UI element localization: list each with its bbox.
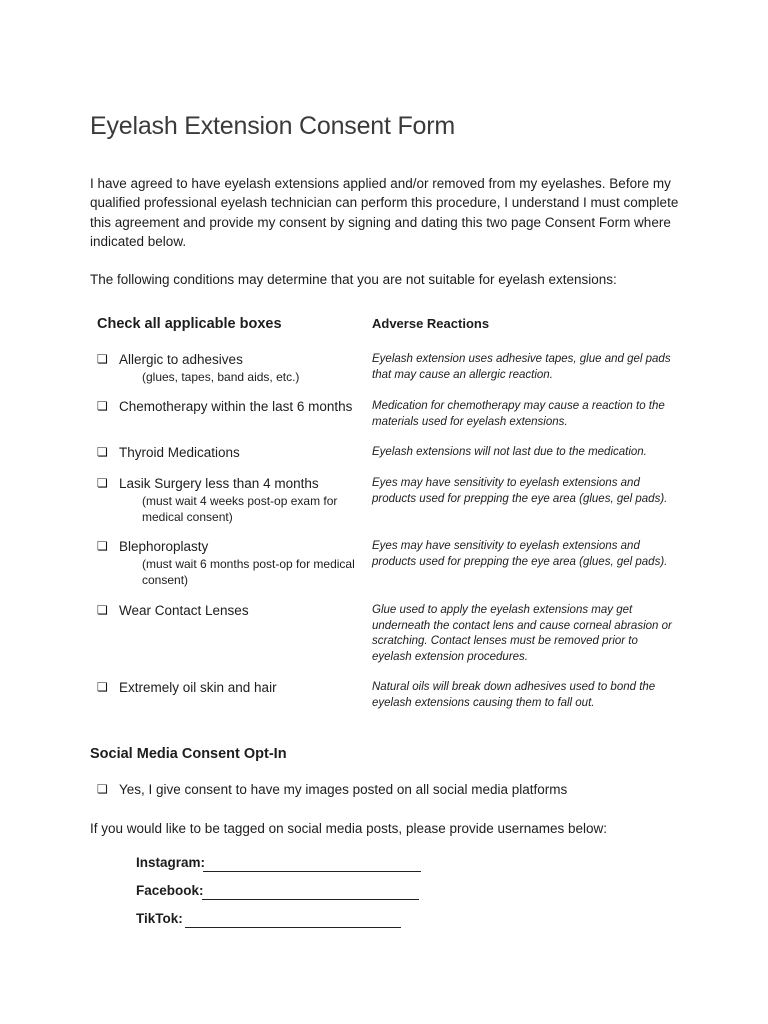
adverse-reaction-text: Eyes may have sensitivity to eyelash extensions and products used for prepping the eye area (glues, gel pads). bbox=[372, 540, 668, 568]
condition-checkbox[interactable]: ❏ bbox=[97, 539, 108, 553]
condition-note: (must wait 6 months post-op for medical consent) bbox=[142, 557, 355, 587]
conditions-intro: The following conditions may determine that you are not suitable for eyelash extensions: bbox=[90, 272, 617, 287]
facebook-row bbox=[136, 882, 426, 902]
adverse-reaction-text: Eyelash extension uses adhesive tapes, glue and gel pads that may cause an allergic reaction. bbox=[372, 353, 671, 381]
condition-label: Wear Contact Lenses bbox=[119, 603, 249, 618]
adverse-reactions-column-header: Adverse Reactions bbox=[372, 316, 490, 331]
tiktok-username-field[interactable] bbox=[185, 911, 401, 928]
social-consent-checkbox[interactable]: ❏ bbox=[97, 782, 108, 796]
form-title: Eyelash Extension Consent Form bbox=[90, 112, 456, 140]
condition-checkbox[interactable]: ❏ bbox=[97, 445, 108, 459]
adverse-reaction-text: Natural oils will break down adhesives used to bond the eyelash extensions causing them to fall out. bbox=[372, 681, 656, 709]
adverse-reaction-text: Eyelash extensions will not last due to the medication. bbox=[372, 446, 647, 458]
social-media-section-title: Social Media Consent Opt-In bbox=[90, 746, 287, 762]
checkbox-column-header: Check all applicable boxes bbox=[97, 316, 282, 332]
condition-checkbox[interactable]: ❏ bbox=[97, 603, 108, 617]
adverse-reaction-text: Eyes may have sensitivity to eyelash extensions and products used for prepping the eye area (glues, gel pads). bbox=[372, 477, 668, 505]
condition-label: Blephoroplasty bbox=[119, 539, 209, 554]
tag-prompt: If you would like to be tagged on social media posts, please provide usernames below: bbox=[90, 821, 608, 836]
condition-checkbox[interactable]: ❏ bbox=[97, 399, 108, 413]
condition-note: (must wait 4 weeks post-op exam for medical consent) bbox=[142, 494, 338, 524]
tiktok-row bbox=[136, 910, 406, 930]
condition-label: Chemotherapy within the last 6 months bbox=[119, 399, 353, 414]
tiktok-label: TikTok: bbox=[136, 911, 183, 926]
condition-label: Allergic to adhesives bbox=[119, 352, 243, 367]
instagram-row bbox=[136, 854, 426, 874]
condition-checkbox[interactable]: ❏ bbox=[97, 680, 108, 694]
instagram-username-field[interactable] bbox=[203, 855, 421, 872]
condition-checkbox[interactable]: ❏ bbox=[97, 476, 108, 490]
adverse-reaction-text: Medication for chemotherapy may cause a reaction to the materials used for eyelash extensions. bbox=[372, 400, 665, 428]
instagram-label: Instagram: bbox=[136, 855, 206, 870]
condition-checkbox[interactable]: ❏ bbox=[97, 352, 108, 366]
condition-note: (glues, tapes, band aids, etc.) bbox=[142, 370, 300, 384]
condition-label: Lasik Surgery less than 4 months bbox=[119, 476, 319, 491]
social-consent-label: Yes, I give consent to have my images posted on all social media platforms bbox=[119, 782, 568, 797]
condition-label: Extremely oil skin and hair bbox=[119, 680, 277, 695]
adverse-reaction-text: Glue used to apply the eyelash extensions may get underneath the contact lens and cause corneal abrasion or scratching. Contact lenses must be removed prior to eyelash extension procedures. bbox=[372, 604, 672, 663]
condition-label: Thyroid Medications bbox=[119, 445, 240, 460]
facebook-username-field[interactable] bbox=[202, 883, 419, 900]
facebook-label: Facebook: bbox=[136, 883, 204, 898]
intro-paragraph: I have agreed to have eyelash extensions applied and/or removed from my eyelashes. Before my qualified professional eyelash technician can perform this procedure, I understand I must complete this agreement and provide my consent by signing and dating this two page Consent Form where indicated below. bbox=[90, 176, 679, 250]
